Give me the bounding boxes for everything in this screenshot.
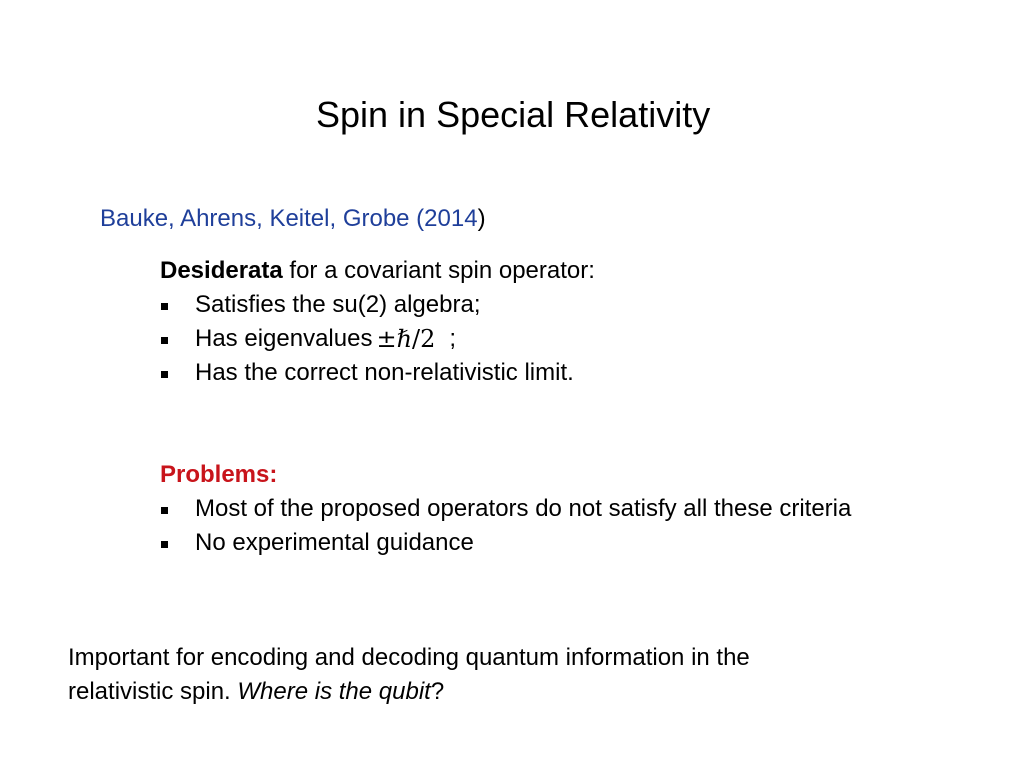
desiderata-item [160,356,595,390]
square-bullet-icon [161,541,168,548]
authors-text: Bauke, Ahrens, Keitel, Grobe (2014 [100,205,478,232]
problems-item-text: Most of the proposed operators do not satisfy all these criteria [195,495,852,522]
eigenvalue-formula [376,322,435,356]
footer-line-2-plain: relativistic spin. [68,678,238,705]
hbar-symbol: ℏ [396,325,413,353]
square-bullet-icon [161,371,168,378]
desiderata-item [160,322,595,356]
desiderata-item [160,288,595,322]
footer-line-1: Important for encoding and decoding quantum information in the [68,644,750,671]
footer-question-mark: ? [430,678,445,705]
desiderata-item-text: Satisfies the su(2) algebra; [195,291,481,318]
authors-citation [100,203,486,235]
square-bullet-icon [161,507,168,514]
desiderata-heading [160,254,595,288]
plus-minus-symbol: ± [376,325,397,353]
authors-closing-paren: ) [477,205,486,232]
desiderata-item-semicolon: ; [449,325,457,352]
desiderata-item-text: Has eigenvalues [195,325,373,352]
problems-item [160,492,851,526]
desiderata-heading-bold: Desiderata [160,257,283,284]
footer-note [68,641,750,709]
problems-heading: Problems: [160,461,278,488]
desiderata-section [160,254,595,390]
problems-item-text: No experimental guidance [195,529,474,556]
problems-item [160,526,851,560]
desiderata-item-text: Has the correct non-relativistic limit. [195,359,574,386]
footer-line-2 [68,675,750,709]
formula-denominator: /2 [412,325,436,353]
footer-question: Where is the qubit [237,678,431,705]
square-bullet-icon [161,303,168,310]
problems-section [160,458,851,560]
slide-title: Spin in Special Relativity [316,94,711,135]
desiderata-heading-rest: for a covariant spin operator: [282,257,595,284]
square-bullet-icon [161,337,168,344]
